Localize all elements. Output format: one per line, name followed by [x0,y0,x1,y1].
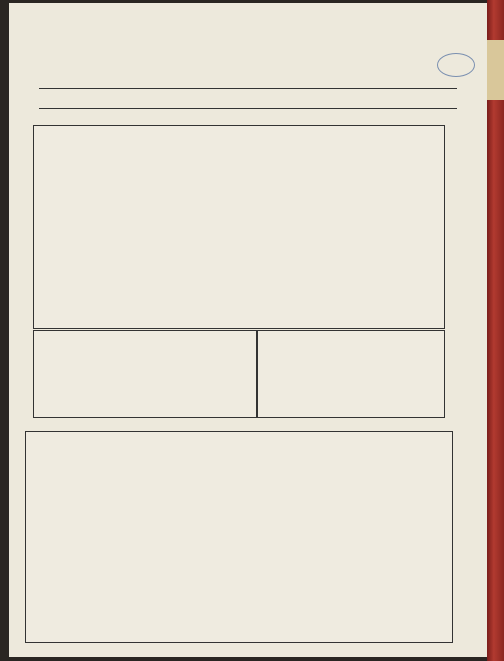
water-level-panel [257,330,445,418]
temperature-deviation-chart [26,432,452,642]
header-rule-top [39,88,457,89]
library-stamp [437,53,475,77]
binding-label [487,40,504,100]
header-rule-bottom [39,108,457,109]
document-page [9,3,487,657]
water-level-chart [258,331,444,417]
temperature-deviation-panel [25,431,453,643]
weather-course-chart [34,126,444,328]
frequency-chart [34,331,256,417]
weather-course-panel [33,125,445,329]
frequency-panel [33,330,257,418]
book-binding [487,0,504,661]
